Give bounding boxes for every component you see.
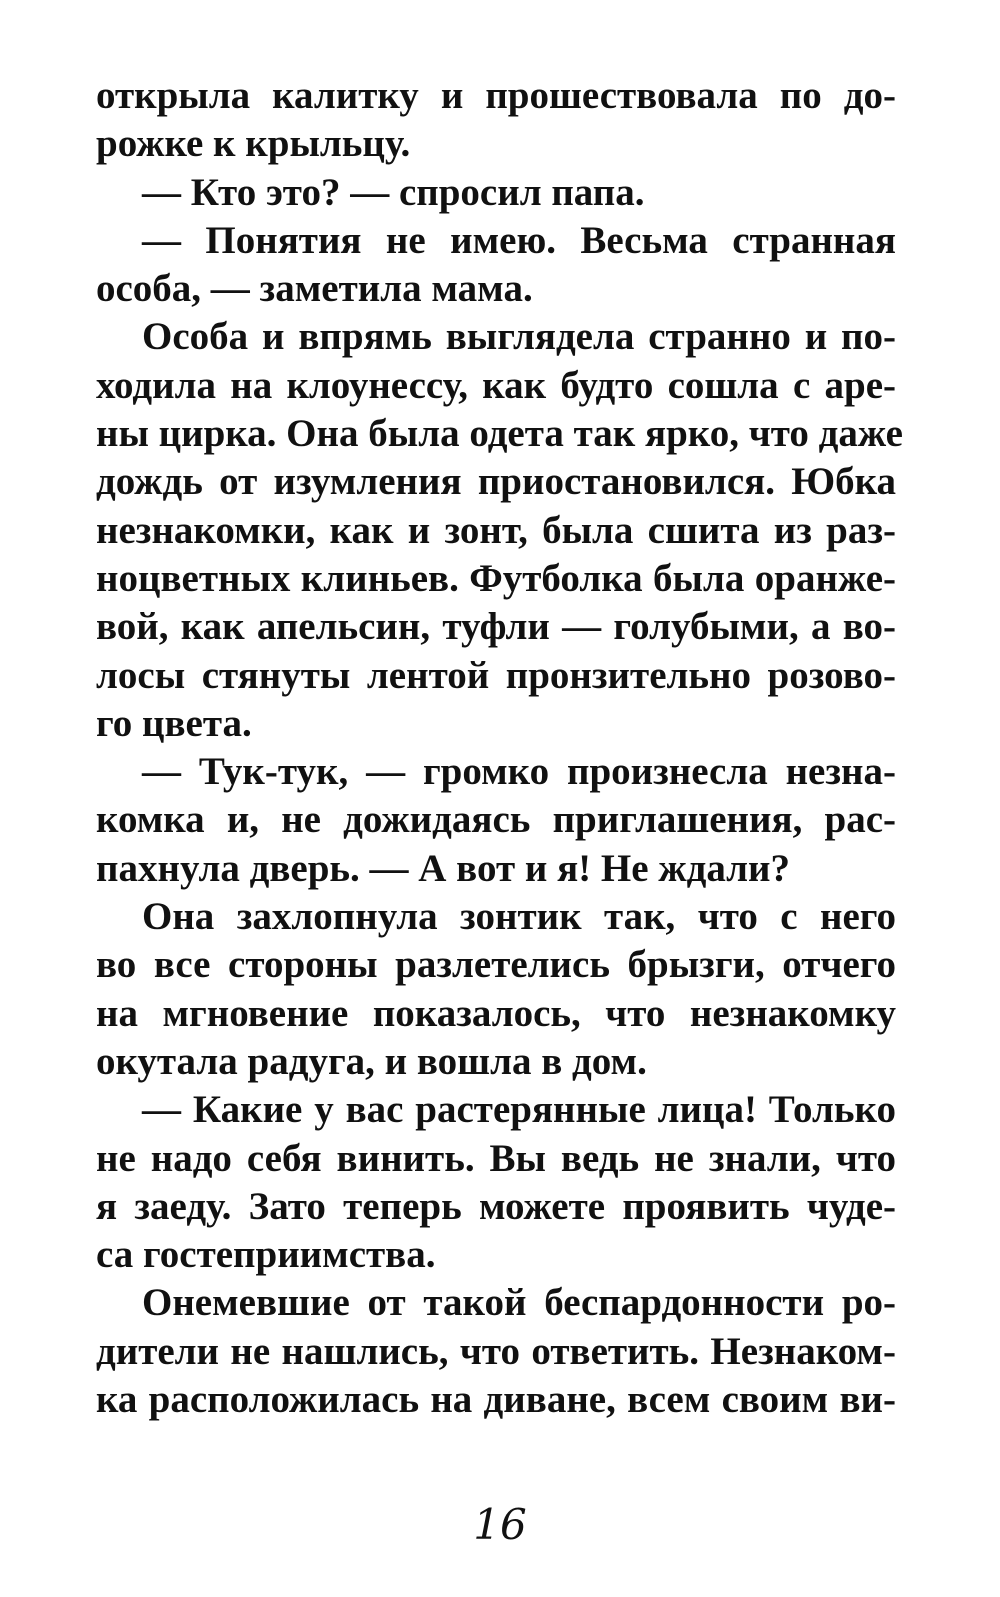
- text-line: — Понятия не имею. Весьма странная: [142, 218, 896, 262]
- text-line: Особа и впрямь выглядела странно и по-: [142, 315, 896, 359]
- text-line: дители не нашлись, что ответить. Незнаком-: [96, 1329, 896, 1373]
- page-text: [96, 72, 903, 1424]
- text-line: Онемевшие от такой беспардонности ро-: [142, 1281, 896, 1325]
- text-line: окутала радуга, и вошла в дом.: [96, 1039, 647, 1083]
- text-line: дождь от изумления приостановился. Юбка: [96, 460, 896, 504]
- text-line: ходила на клоунессу, как будто сошла с аре-: [96, 363, 896, 407]
- text-line: — Тук-тук, — громко произнесла незна-: [142, 750, 896, 794]
- text-line: незнакомки, как и зонт, была сшита из раз-: [96, 508, 896, 552]
- text-line: не надо себя винить. Вы ведь не знали, что: [96, 1136, 896, 1180]
- text-line: — Кто это? — спросил папа.: [142, 170, 645, 214]
- text-line: комка и, не дожидаясь приглашения, рас-: [96, 798, 896, 842]
- text-line: я заеду. Зато теперь можете проявить чуде-: [96, 1184, 896, 1228]
- text-line: ноцветных клиньев. Футболка была оранже-: [96, 556, 896, 600]
- text-line: Она захлопнула зонтик так, что с него: [142, 895, 896, 939]
- text-line: вой, как апельсин, туфли — голубыми, а во-: [96, 605, 896, 649]
- text-line: го цвета.: [96, 701, 252, 745]
- text-line: на мгновение показалось, что незнакомку: [96, 991, 896, 1035]
- text-line: рожке к крыльцу.: [96, 122, 411, 166]
- text-line: ка расположилась на диване, всем своим ви-: [96, 1378, 896, 1422]
- text-line: во все стороны разлетелись брызги, отчего: [96, 943, 896, 987]
- text-line: открыла калитку и прошествовала по до-: [96, 74, 896, 117]
- text-line: са гостеприимства.: [96, 1233, 436, 1277]
- page-number: 16: [473, 1500, 527, 1549]
- text-line: лосы стянуты лентой пронзительно розово-: [96, 653, 896, 697]
- text-line: — Какие у вас растерянные лица! Только: [142, 1088, 896, 1132]
- text-line: пахнула дверь. — А вот и я! Не ждали?: [96, 846, 791, 890]
- text-line: ны цирка. Она была одета так ярко, что даже: [96, 412, 903, 456]
- text-line: особа, — заметила мама.: [96, 267, 533, 311]
